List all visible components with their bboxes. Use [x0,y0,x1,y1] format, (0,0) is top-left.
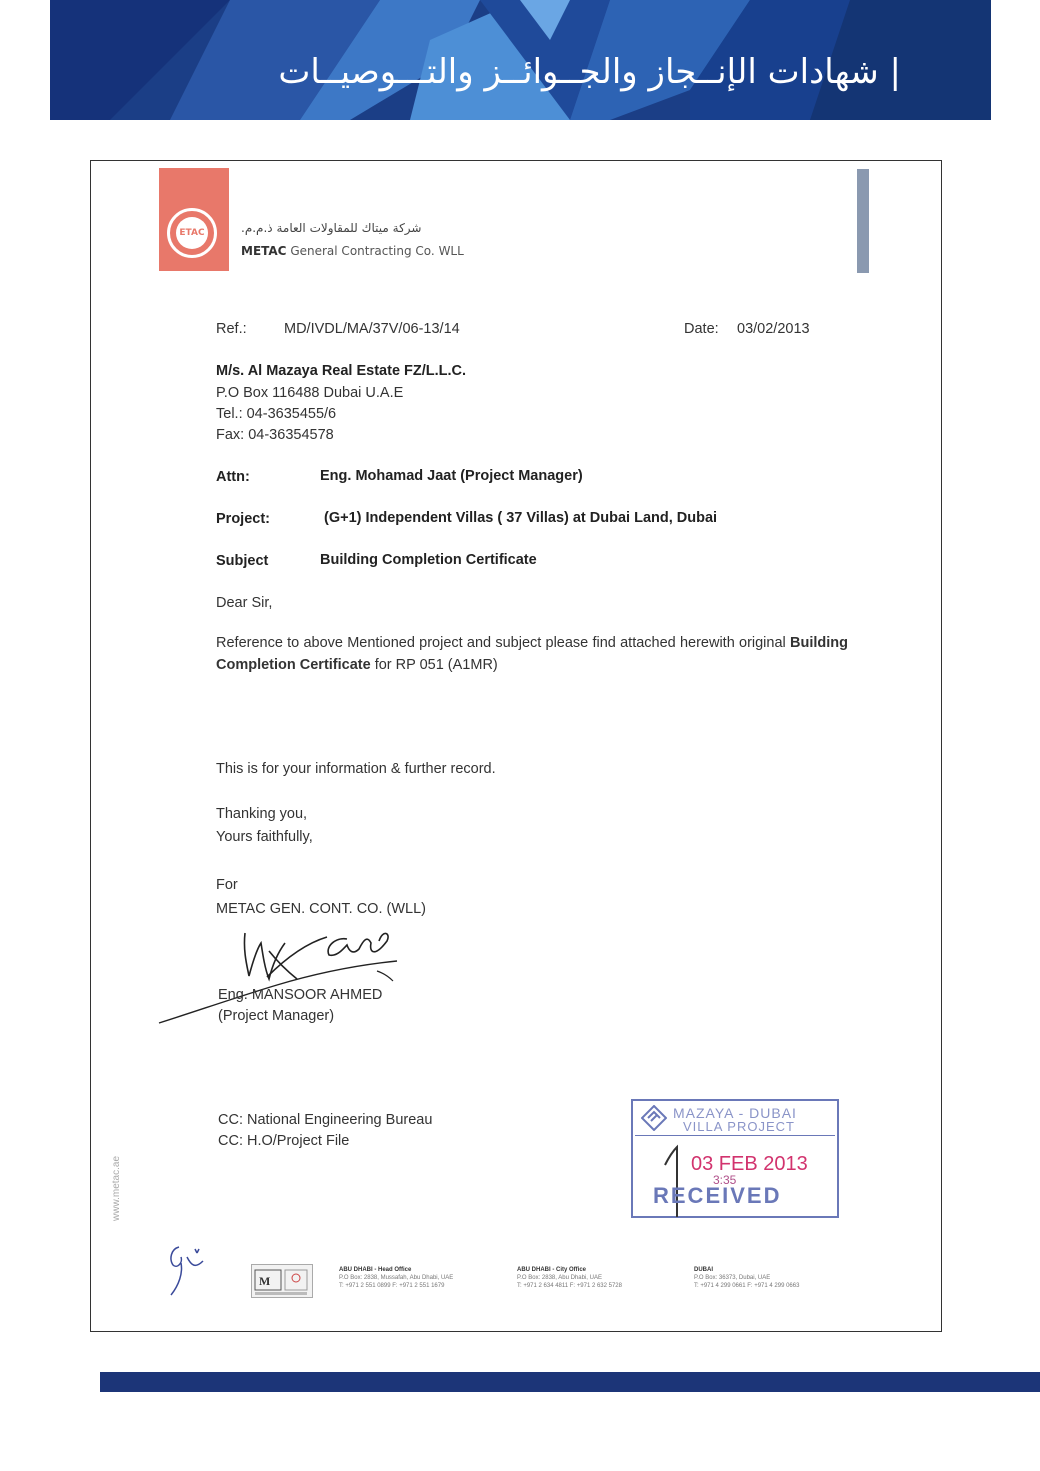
body-text-2: for RP 051 (A1MR) [370,657,498,673]
cc-line-1: CC: National Engineering Bureau [218,1112,433,1128]
signatory-title: (Project Manager) [218,1008,335,1024]
received-stamp [631,1099,839,1218]
office-address: P.O Box: 36373, Dubai, UAE [694,1275,771,1281]
company-brand: METAC [241,244,287,258]
scanned-letter [90,160,942,1332]
logo-text: ETAC [176,217,208,249]
office-heading: DUBAI [694,1267,713,1273]
stamp-line-1: MAZAYA - DUBAI [673,1105,797,1121]
recipient-fax: Fax: 04-36354578 [216,427,334,443]
office-heading: ABU DHABI - Head Office [339,1267,412,1273]
date-label: Date: [684,321,719,337]
certification-badge-icon [252,1265,312,1297]
company-name-arabic: شركة ميتاك للمقاولات العامة ذ.م.م. [241,221,422,235]
info-line: This is for your information & further record. [216,761,496,777]
body-text-bold: Building Completion Certificate [216,635,848,673]
certification-logos [251,1264,313,1298]
stamp-divider [635,1135,835,1136]
stamp-time: 3:35 [713,1173,737,1187]
stamp-date: 03 FEB 2013 [691,1153,808,1175]
office-heading: ABU DHABI - City Office [517,1267,587,1273]
for-company: METAC GEN. CONT. CO. (WLL) [216,901,426,917]
office-address: P.O Box: 2838, Abu Dhabi, UAE [517,1275,602,1281]
recipient-tel: Tel.: 04-3635455/6 [216,406,337,422]
footer-bar [100,1372,1040,1392]
project-label: Project: [216,511,270,527]
attn-label: Attn: [216,469,250,485]
recipient-name: M/s. Al Mazaya Real Estate FZ/L.L.C. [216,363,467,379]
mazaya-logo-icon [641,1105,667,1131]
initials-mark [159,1239,209,1299]
attn-value: Eng. Mohamad Jaat (Project Manager) [320,468,583,484]
stamp-line-2: VILLA PROJECT [683,1119,795,1134]
recipient-address: P.O Box 116488 Dubai U.A.E [216,385,404,401]
company-name-english [241,244,464,258]
logo-emblem [167,208,217,258]
closing-line: Yours faithfully, [216,829,313,845]
page-title: | شهادات الإنــجاز والجــوائــز والتـــوصيــات [278,52,901,92]
office-phone: T: +971 2 551 0899 F: +971 2 551 1679 [339,1283,445,1289]
stamp-received: RECEIVED [653,1183,782,1208]
ref-label: Ref.: [216,321,247,337]
for-label: For [216,877,238,893]
subject-value: Building Completion Certificate [320,552,537,568]
svg-text:M: M [259,1274,271,1288]
subject-label: Subject [216,553,269,569]
salutation: Dear Sir, [216,595,273,611]
body-text-1: Reference to above Mentioned project and subject please find attached herewith original [216,635,790,651]
office-dubai [694,1266,799,1290]
body-paragraph [216,632,848,676]
header-banner [50,0,991,120]
company-logo [159,168,229,271]
office-abu-dhabi-head [339,1266,453,1290]
company-name-rest: General Contracting Co. WLL [290,244,464,258]
thanks-line: Thanking you, [216,806,308,822]
office-abu-dhabi-city [517,1266,622,1290]
office-address: P.O Box: 2838, Mussafah, Abu Dhabi, UAE [339,1275,454,1281]
cc-line-2: CC: H.O/Project File [218,1133,350,1149]
ref-value: MD/IVDL/MA/37V/06-13/14 [284,321,460,337]
date-value: 03/02/2013 [737,321,810,337]
project-value: (G+1) Independent Villas ( 37 Villas) at Dubai Land, Dubai [324,510,718,526]
scan-strip [857,169,869,273]
office-phone: T: +971 4 299 0661 F: +971 4 299 0663 [694,1283,800,1289]
signatory-name: Eng. MANSOOR AHMED [218,987,383,1003]
website-url: www.metac.ae [111,1155,122,1221]
office-phone: T: +971 2 634 4811 F: +971 2 632 5728 [517,1283,622,1289]
